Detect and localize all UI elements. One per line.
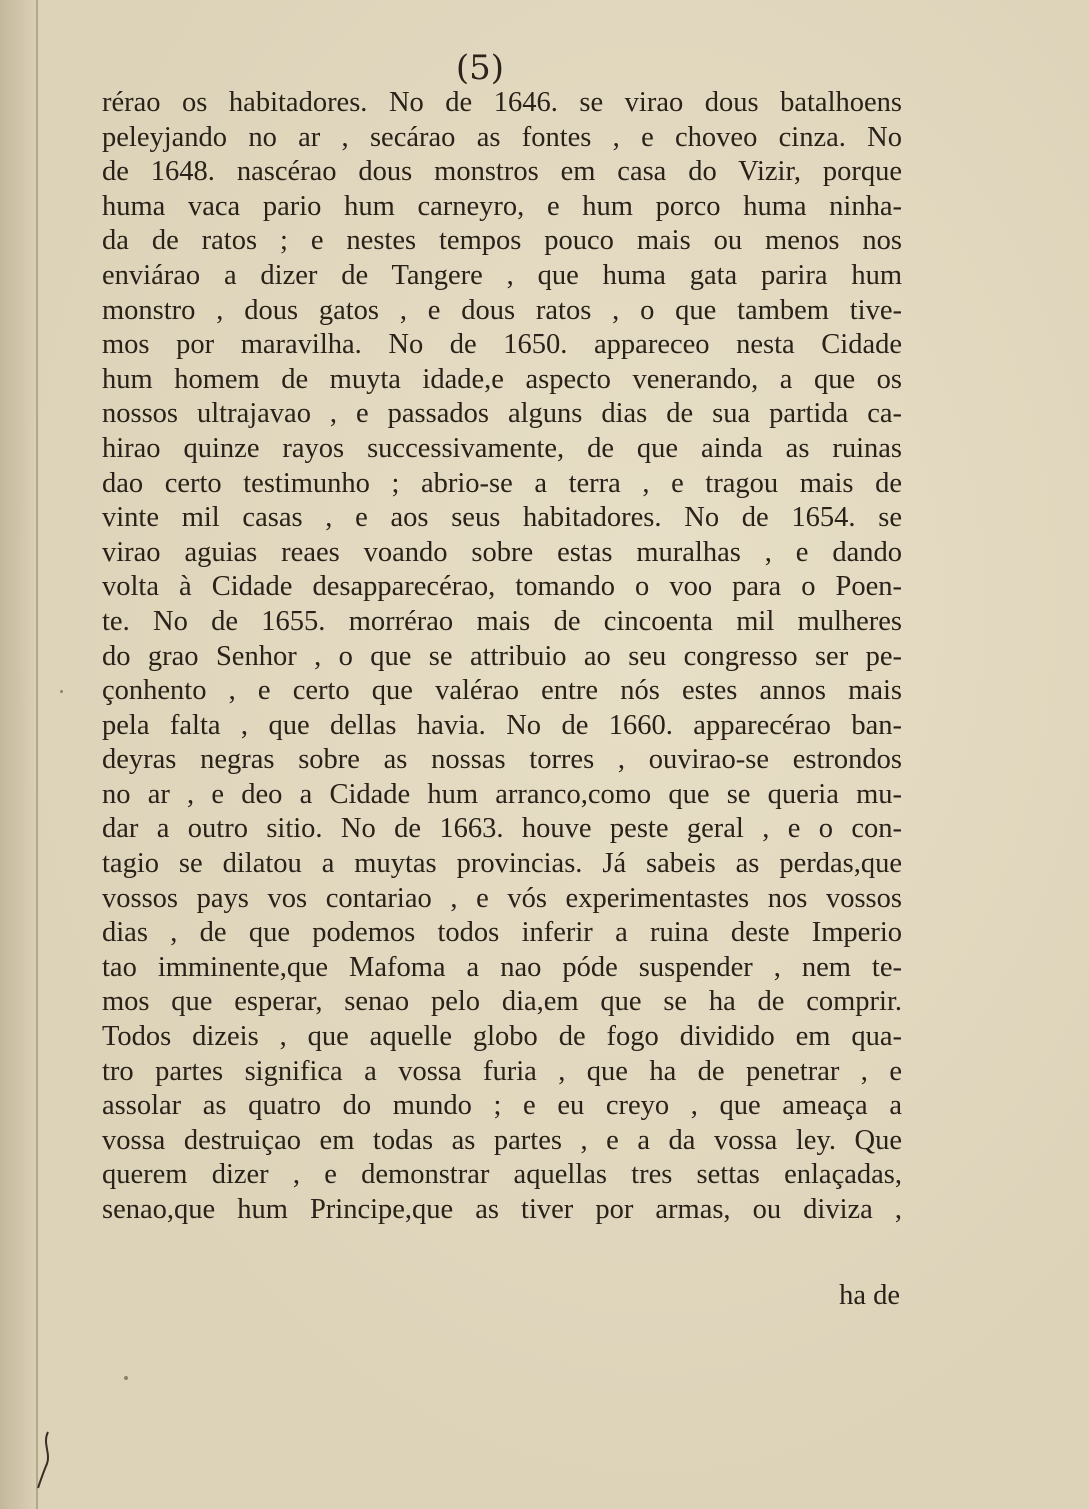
text-line: volta à Cidade desapparecérao, tomando o voo para o Poen-	[102, 571, 902, 603]
text-line: enviárao a dizer de Tangere , que huma gata parira hum	[102, 259, 902, 291]
text-line: querem dizer , e demonstrar aquellas tres settas enlaçadas,	[102, 1159, 902, 1191]
paper-speck	[60, 690, 63, 693]
text-line: vinte mil casas , e aos seus habitadores. No de 1654. se	[102, 502, 902, 534]
text-line: pela falta , que dellas havia. No de 1660. apparecérao ban-	[102, 709, 902, 741]
text-line: hirao quinze rayos successivamente, de que ainda as ruinas	[102, 432, 902, 464]
text-line: dao certo testimunho ; abrio-se a terra , e tragou mais de	[102, 467, 902, 499]
text-line: çonhento , e certo que valérao entre nós estes annos mais	[102, 675, 902, 707]
text-line: no ar , e deo a Cidade hum arranco,como que se queria mu-	[102, 778, 902, 810]
text-line: assolar as quatro do mundo ; e eu creyo , que ameaça a	[102, 1090, 902, 1122]
margin-ink-mark	[36, 1430, 56, 1490]
text-line: tro partes significa a vossa furia , que ha de penetrar , e	[102, 1055, 902, 1087]
text-line: virao aguias reaes voando sobre estas muralhas , e dando	[102, 536, 902, 568]
text-line: da de ratos ; e nestes tempos pouco mais ou menos nos	[102, 225, 902, 257]
catchword: ha de	[839, 1280, 900, 1311]
page-number: (5)	[455, 48, 505, 88]
text-line: mos por maravilha. No de 1650. appareceo nesta Cidade	[102, 329, 902, 361]
text-line: vossos pays vos contariao , e vós experimentastes nos vossos	[102, 882, 902, 914]
text-line: dar a outro sitio. No de 1663. houve peste geral , e o con-	[102, 813, 902, 845]
text-line: tao imminente,que Mafoma a nao póde suspender , nem te-	[102, 951, 902, 983]
text-line: hum homem de muyta idade,e aspecto venerando, a que os	[102, 363, 902, 395]
body-text	[102, 86, 902, 1228]
text-line: vossa destruiçao em todas as partes , e a da vossa ley. Que	[102, 1124, 902, 1156]
text-line: peleyjando no ar , secárao as fontes , e choveo cinza. No	[102, 121, 902, 153]
text-line: senao,que hum Principe,que as tiver por armas, ou diviza ,	[102, 1194, 902, 1225]
text-line: dias , de que podemos todos inferir a ruina deste Imperio	[102, 917, 902, 949]
text-line: rérao os habitadores. No de 1646. se virao dous batalhoens	[102, 87, 902, 118]
gutter-shadow	[36, 0, 38, 1509]
text-line: te. No de 1655. morrérao mais de cincoenta mil mulheres	[102, 605, 902, 637]
text-line: monstro , dous gatos , e dous ratos , o que tambem tive-	[102, 294, 902, 326]
text-line: huma vaca pario hum carneyro, e hum porco huma ninha-	[102, 190, 902, 222]
text-line: mos que esperar, senao pelo dia,em que se ha de comprir.	[102, 986, 902, 1018]
text-line: deyras negras sobre as nossas torres , ouvirao-se estrondos	[102, 744, 902, 776]
paper-speck	[124, 1376, 128, 1380]
text-line: de 1648. nascérao dous monstros em casa do Vizir, porque	[102, 156, 902, 188]
text-line: tagio se dilatou a muytas provincias. Já sabeis as perdas,que	[102, 848, 902, 880]
text-line: do grao Senhor , o que se attribuio ao seu congresso ser pe-	[102, 640, 902, 672]
text-line: Todos dizeis , que aquelle globo de fogo dividido em qua-	[102, 1021, 902, 1053]
text-line: nossos ultrajavao , e passados alguns dias de sua partida ca-	[102, 398, 902, 430]
